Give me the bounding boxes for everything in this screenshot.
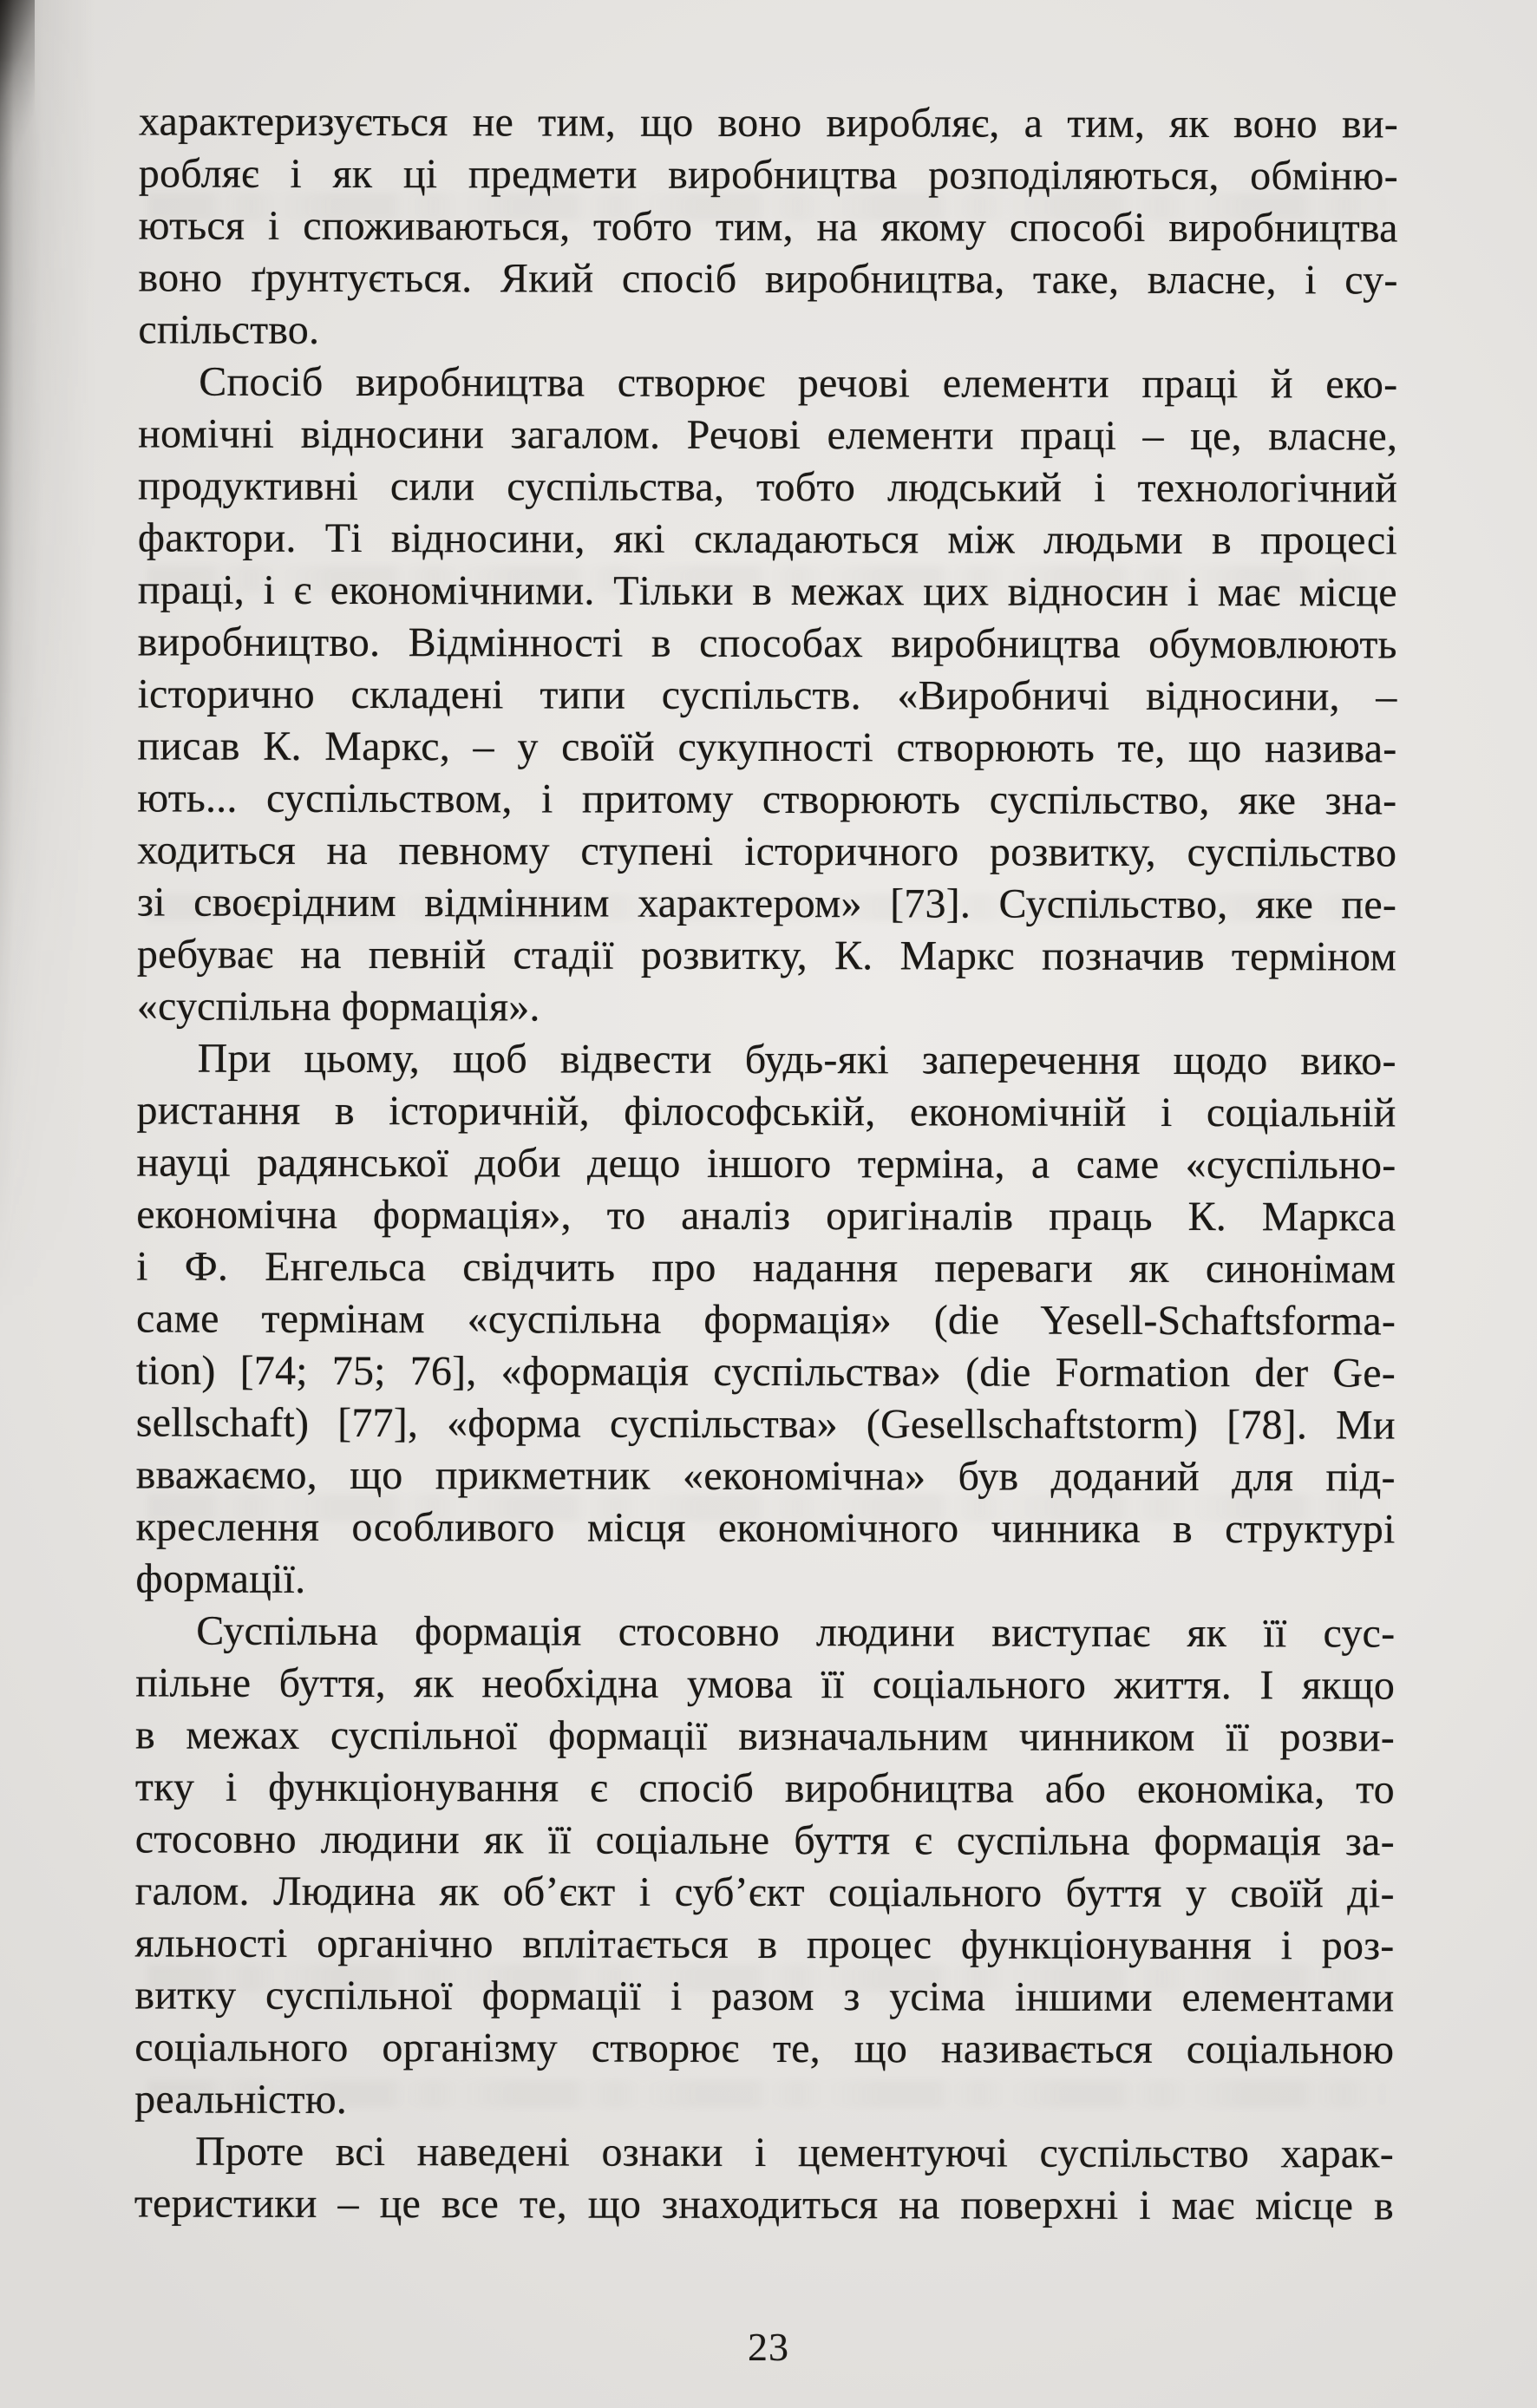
text-line: робляє і як ці предмети виробництва розподіляються, обміню- [138,150,1398,200]
paragraph [138,95,1398,358]
text-line: реальністю. [134,2076,348,2123]
text-line: вважаємо, що прикметник «економічна» був доданий для під- [135,1451,1396,1501]
text-line: соціального організму створює те, що називається соціальною [134,2024,1395,2073]
text-line: і Ф. Енгельса свідчить про надання переваги як синонімам [136,1243,1396,1292]
scan-corner-shadow [0,0,35,191]
text-line: писав К. Маркс, – у своїй сукупності створюють те, що назива- [137,723,1397,772]
paragraph [134,2125,1394,2232]
text-line: галом. Людина як об’єкт і суб’єкт соціального буття у своїй ді- [134,1868,1395,1917]
text-line: зі своєрідним відмінним характером» [73]. Суспільство, яке пе- [136,879,1397,928]
text-line: праці, і є економічними. Тільки в межах цих відносин і має місце [137,566,1397,616]
text-line: «суспільна формація». [136,983,540,1031]
page-number: 23 [748,2325,789,2369]
text-line: ються і споживаються, тобто тим, на якому способі виробництва [138,202,1398,252]
text-line: При цьому, щоб відвести будь-які заперечення щодо вико- [197,1035,1396,1084]
text-line: економічна формація», то аналіз оригіналів праць К. Маркса [136,1191,1396,1240]
text-line: саме термінам «суспільна формація» (die Yesell-Schaftsforma- [135,1295,1396,1345]
text-line: sellschaft) [77], «форма суспільства» (Gesellschaftstorm) [78]. Ми [135,1399,1396,1449]
text-line: воно ґрунтується. Який спосіб виробництва, таке, власне, і су- [138,254,1398,304]
text-line: tion) [74; 75; 76], «формація суспільства» (die Formation der Ge- [135,1347,1396,1397]
text-line: яльності органічно вплітається в процес функціонування і роз- [134,1920,1395,1969]
text-line: Проте всі наведені ознаки і цементуючі суспільство харак- [194,2128,1395,2177]
text-line: ють... суспільством, і притому створюють суспільство, яке зна- [137,775,1397,824]
paragraph [135,1032,1396,1607]
text-line: креслення особливого місця економічного чинника в структурі [135,1503,1396,1553]
page-text-block [134,95,1398,2232]
text-line: стосовно людини як її соціальне буття є суспільна формація за- [134,1816,1395,1865]
text-line: історично складені типи суспільств. «Виробничі відносини, – [137,671,1397,720]
text-line: продуктивні сили суспільства, тобто людський і технологічний [138,462,1398,512]
text-line: спільство. [138,306,320,353]
text-line: ходиться на певному ступені історичного розвитку, суспільство [137,827,1397,876]
text-line: Суспільна формація стосовно людини виступає як її сус- [196,1607,1396,1657]
text-line: в межах суспільної формації визначальним чинником її розви- [134,1711,1396,1761]
text-line: ристання в історичній, філософській, економічній і соціальній [136,1087,1396,1136]
text-line: фактори. Ті відносини, які складаються між людьми в процесі [137,514,1397,564]
paragraph [137,356,1398,1035]
text-line: тку і функціонування є спосіб виробництва або економіка, то [134,1763,1395,1813]
scan-gutter-shadow [0,0,113,1388]
text-line: номічні відносини загалом. Речові елементи праці – це, власне, [138,410,1398,460]
text-line: виробництво. Відмінності в способах виробництва обумовлюють [137,618,1397,668]
text-line: витку суспільної формації і разом з усіма іншими елементами [134,1972,1395,2021]
text-line: Спосіб виробництва створює речові елементи праці й еко- [199,358,1398,408]
text-line: характеризується не тим, що воно виробляє, а тим, як воно ви- [138,98,1398,147]
text-line: теристики – це все те, що знаходиться на поверхні і має місце в [134,2180,1394,2229]
text-line: формації. [135,1555,306,1602]
paragraph [134,1605,1395,2128]
text-line: науці радянської доби дещо іншого терміна, а саме «суспільно- [136,1139,1396,1188]
text-line: ребуває на певній стадії розвитку, К. Маркс позначив терміном [136,931,1396,980]
text-line: пільне буття, як необхідна умова її соціального життя. І якщо [135,1659,1396,1709]
